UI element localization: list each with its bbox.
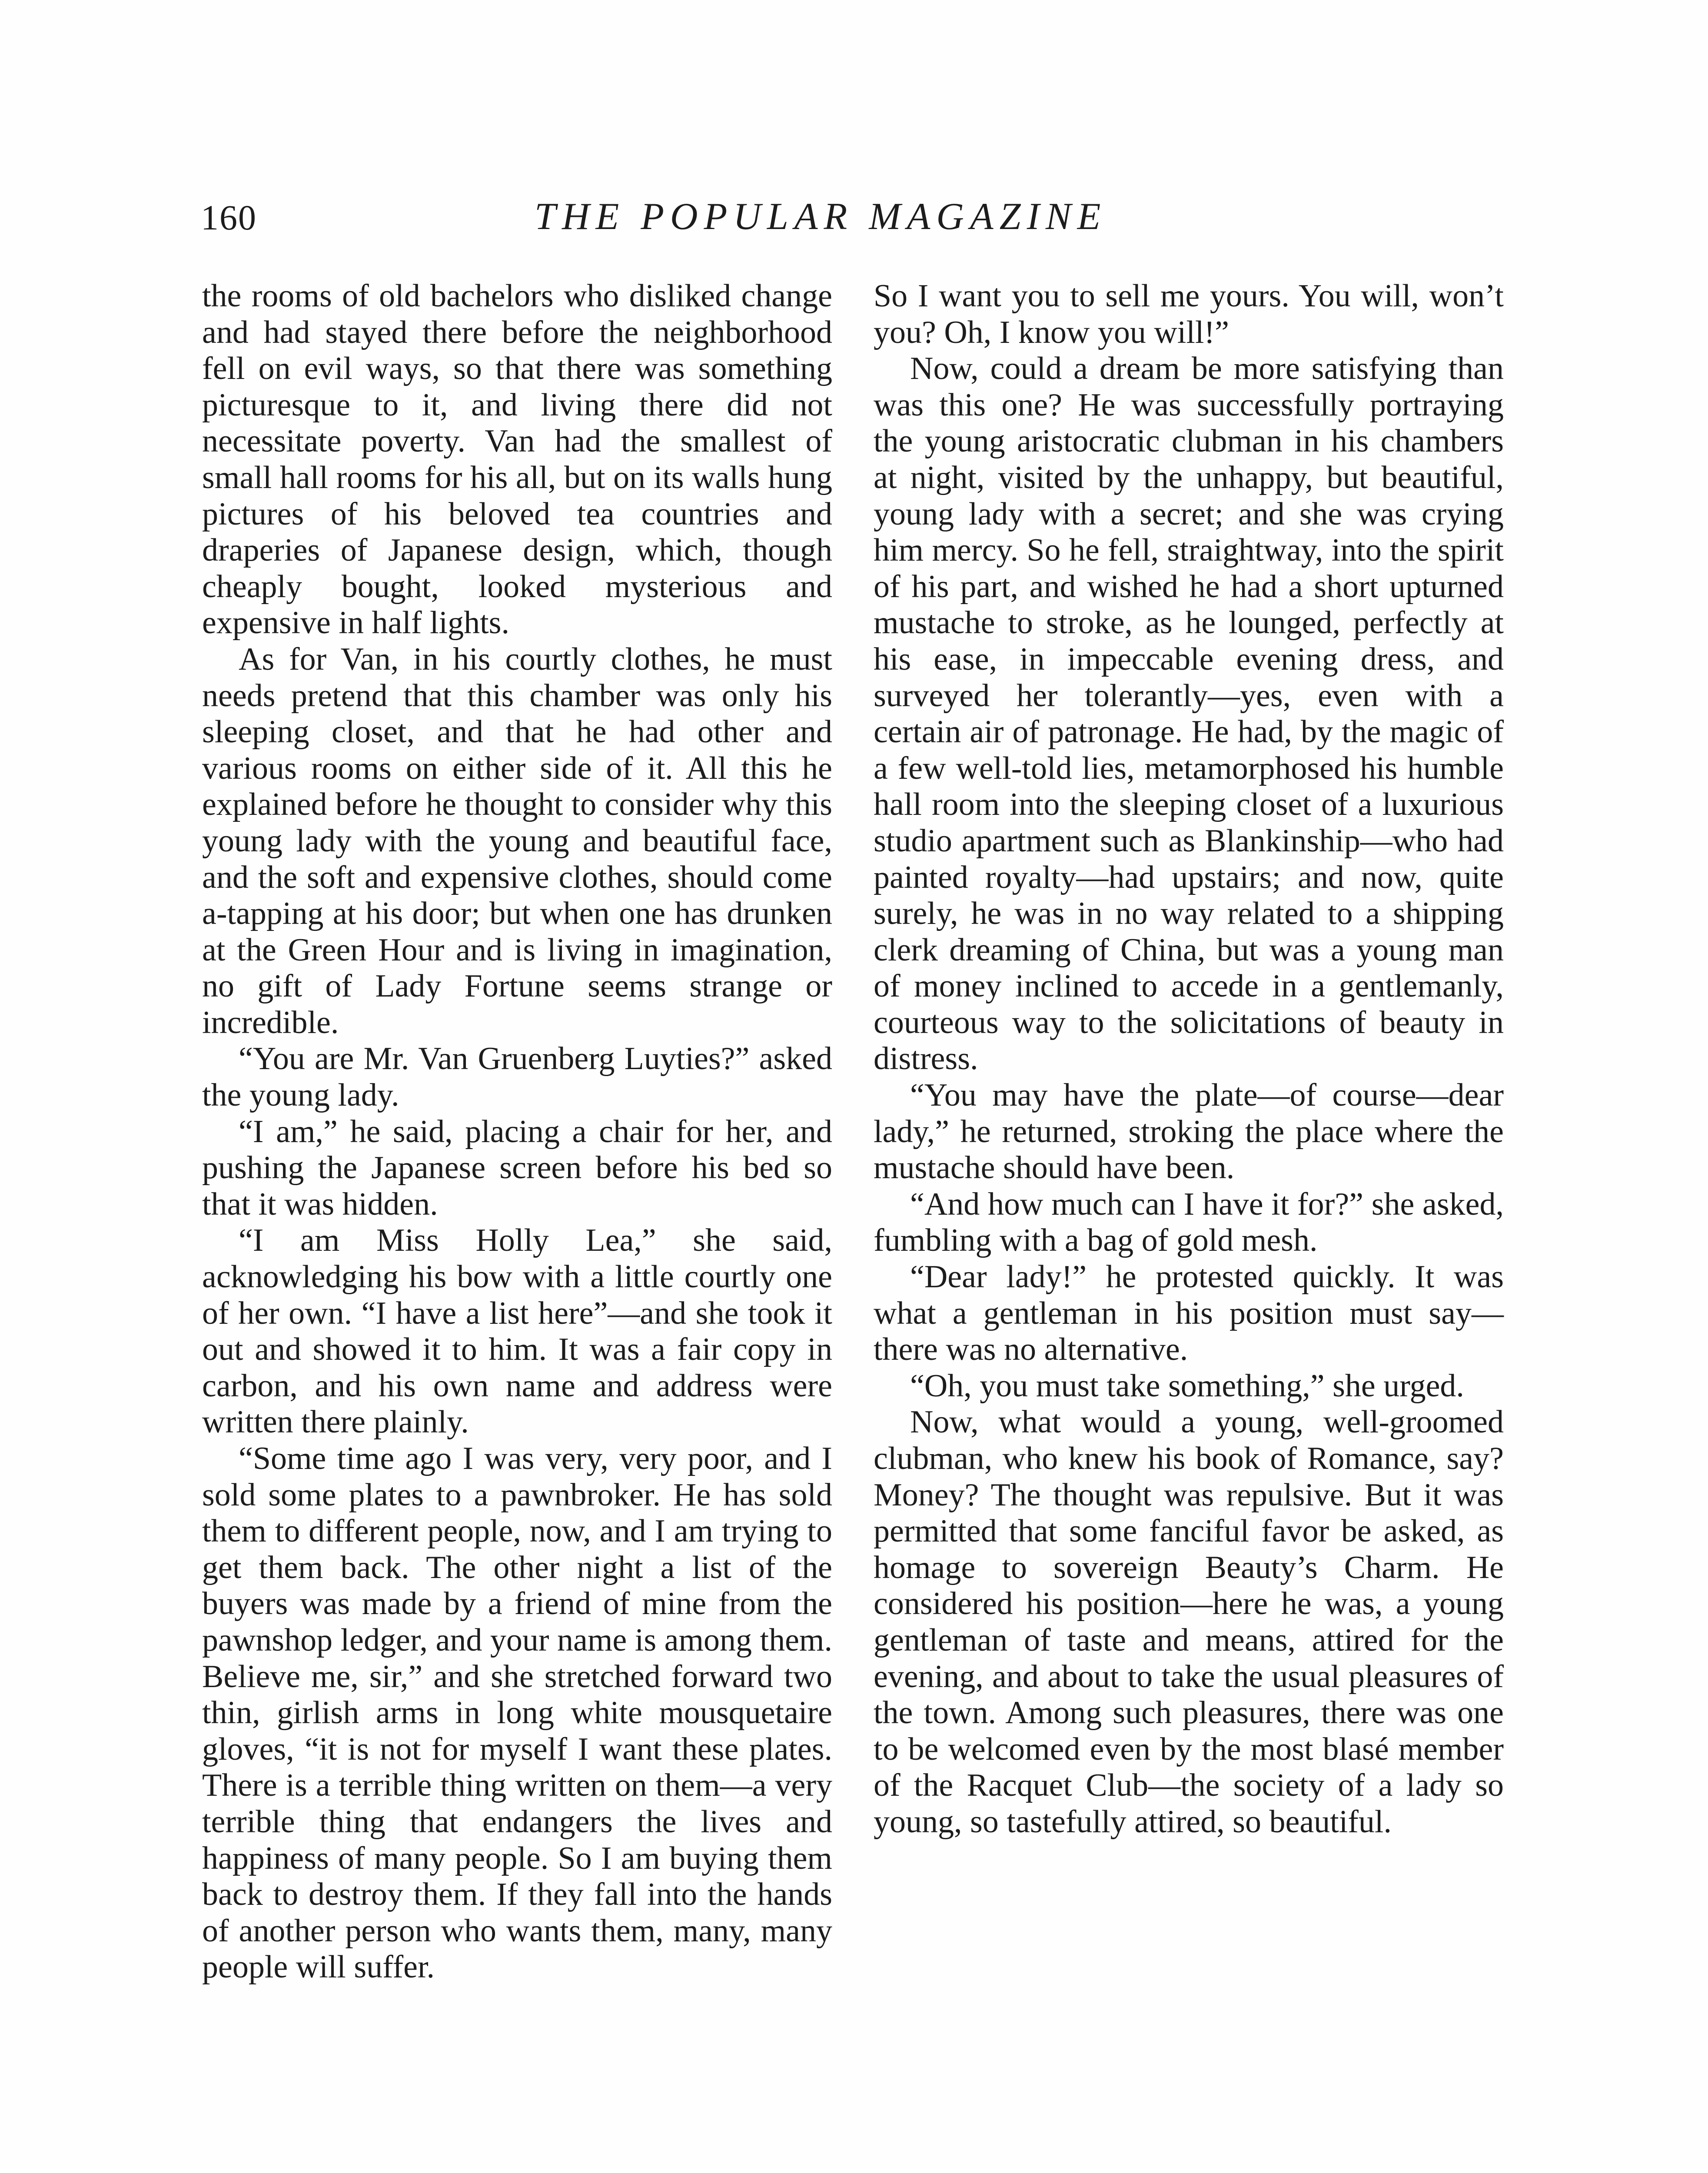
paragraph: “You may have the plate—of course—dear lady,” he returned, stroking the place where the mustache should have been. <box>874 1077 1504 1186</box>
paragraph: So I want you to sell me yours. You will, won’t you? Oh, I know you will!” <box>874 278 1504 350</box>
left-column <box>202 278 832 1986</box>
paragraph: “Some time ago I was very, very poor, and I sold some plates to a pawnbroker. He has sold them to different people, now, and I am trying to get them back. The other night a list of the buyers was made by a friend of mine from the pawnshop ledger, and your name is among them. Believe me, sir,” and she stretched forward two thin, girlish arms in long white mousquetaire gloves, “it is not for myself I want these plates. There is a terrible thing written on them—a very terrible thing that endangers the lives and happiness of many people. So I am buying them back to destroy them. If they fall into the hands of another person who wants them, many, many people will suffer. <box>202 1441 832 1985</box>
running-head: THE POPULAR MAGAZINE <box>535 196 1107 238</box>
paragraph: “Dear lady!” he protested quickly. It was what a gentleman in his position must say—there was no alternative. <box>874 1259 1504 1368</box>
paragraph: Now, could a dream be more satisfying than was this one? He was successfully portraying the young aristocratic clubman in his chambers at night, visited by the unhappy, but beautiful, young lady with a secret; and she was crying him mercy. So he fell, straightway, into the spirit of his part, and wished he had a short upturned mustache to stroke, as he lounged, perfectly at his ease, in impeccable evening dress, and surveyed her tolerantly—yes, even with a certain air of patronage. He had, by the magic of a few well-told lies, metamorphosed his humble hall room into the sleeping closet of a luxurious studio apartment such as Blankinship—who had painted royalty—had upstairs; and now, quite surely, he was in no way related to a shipping clerk dreaming of China, but was a young man of money inclined to accede in a gentlemanly, courteous way to the solicitations of beauty in distress. <box>874 351 1504 1077</box>
paragraph: the rooms of old bachelors who disliked change and had stayed there before the neighborhood fell on evil ways, so that there was something picturesque to it, and living there did not necessitate poverty. Van had the smallest of small hall rooms for his all, but on its walls hung pictures of his beloved tea countries and draperies of Japanese design, which, though cheaply bought, looked mysterious and expensive in half lights. <box>202 278 832 641</box>
paragraph: “I am,” he said, placing a chair for her, and pushing the Japanese screen before his bed so that it was hidden. <box>202 1113 832 1222</box>
paragraph: As for Van, in his courtly clothes, he must needs pretend that this chamber was only his sleeping closet, and that he had other and various rooms on either side of it. All this he explained before he thought to consider why this young lady with the young and beautiful face, and the soft and expensive clothes, should come a-tapping at his door; but when one has drunken at the Green Hour and is living in imagination, no gift of Lady Fortune seems strange or incredible. <box>202 641 832 1040</box>
paragraph: “I am Miss Holly Lea,” she said, acknowledging his bow with a little courtly one of her own. “I have a list here”—and she took it out and showed it to him. It was a fair copy in carbon, and his own name and address were written there plainly. <box>202 1223 832 1440</box>
paragraph: “Oh, you must take something,” she urged. <box>910 1368 1464 1404</box>
paragraph: “And how much can I have it for?” she asked, fumbling with a bag of gold mesh. <box>874 1186 1504 1259</box>
right-column <box>874 278 1504 1841</box>
page-number: 160 <box>201 198 257 237</box>
paragraph: “You are Mr. Van Gruenberg Luyties?” asked the young lady. <box>202 1041 832 1113</box>
paragraph: Now, what would a young, well-groomed clubman, who knew his book of Romance, say? Money? The thought was repulsive. But it was permitted that some fanciful favor be asked, as homage to sovereign Beauty’s Charm. He considered his position—here he was, a young gentleman of taste and means, attired for the evening, and about to take the usual pleasures of the town. Among such pleasures, there was one to be welcomed even by the most blasé member of the Racquet Club—the society of a lady so young, so tastefully attired, so beautiful. <box>874 1404 1504 1840</box>
